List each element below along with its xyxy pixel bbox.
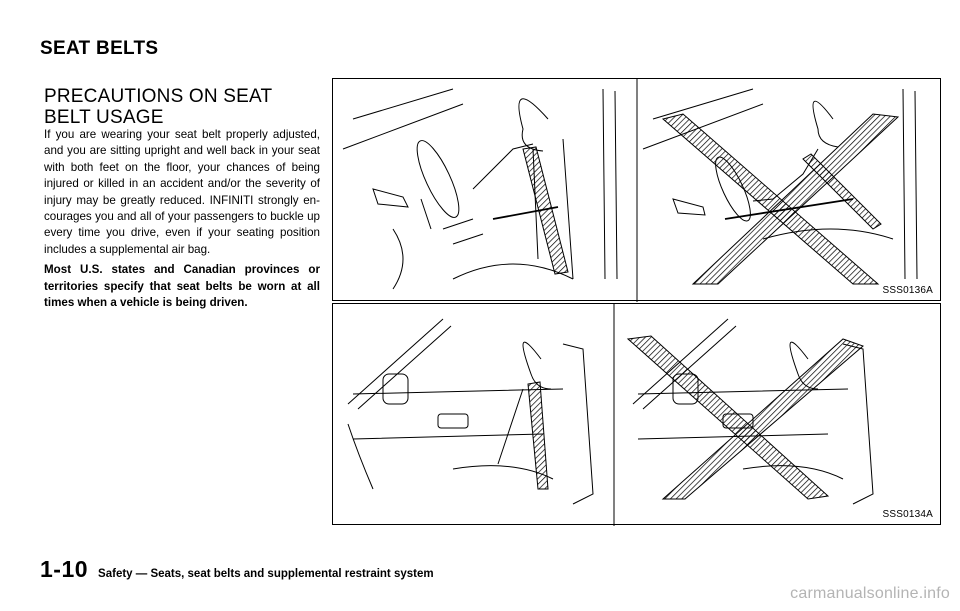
paragraph-intro: If you are wearing your seat belt properly adjusted, and you are sitting upright and well back in your seat with both feet on the floor, your chances of being injured or killed in an accident and/or the severity of injury may be greatly reduced. INFINITI strongly en-courages you and all of your passengers to buckle up every time you drive, even if your seating position includes a supplemental air bag. — [44, 128, 320, 256]
section-title: SEAT BELTS — [40, 38, 159, 59]
passenger-illustration — [333, 304, 942, 526]
cross-out-mark — [628, 336, 863, 499]
watermark: carmanualsonline.info — [790, 585, 950, 602]
figure-driver-seat-belt — [332, 78, 941, 301]
correct-driver-panel — [343, 89, 617, 289]
figure-passenger-seat-belt — [332, 303, 941, 525]
article-body — [44, 127, 320, 315]
chapter-title: Safety — Seats, seat belts and supplemental restraint system — [98, 568, 434, 580]
correct-passenger-panel — [348, 319, 593, 504]
driver-illustration — [333, 79, 942, 302]
page-footer — [40, 556, 434, 583]
page-number: 1-10 — [40, 556, 89, 582]
figure-code: SSS0134A — [882, 509, 933, 520]
figure-code: SSS0136A — [882, 285, 933, 296]
paragraph-legal-note: Most U.S. states and Canadian provinces or territories specify that seat belts be worn at all times when a vehicle is being driven. — [44, 263, 320, 310]
cross-out-mark — [663, 114, 898, 284]
article-title: PRECAUTIONS ON SEAT BELT USAGE — [44, 86, 272, 128]
